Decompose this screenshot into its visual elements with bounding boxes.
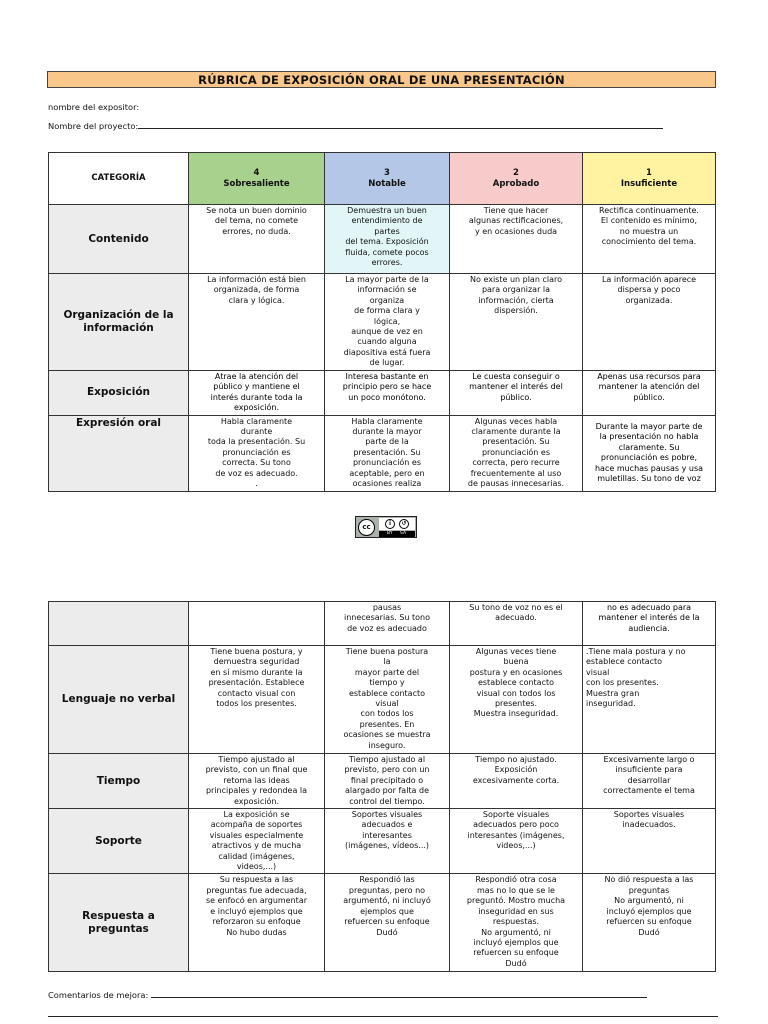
rubric-cell: Se nota un buen dominio del tema, no comete errores, no duda.	[189, 205, 325, 274]
header-aprobado: 2 Aprobado	[450, 153, 583, 205]
rubric-cell: Le cuesta conseguir o mantener el interés del público.	[450, 371, 583, 416]
table-row	[49, 754, 716, 809]
rubric-cell: Habla claramente durante la mayor parte de la presentación. Su pronunciación es aceptable, pero en ocasiones realiza	[325, 415, 450, 491]
rubric-cell: Soporte visuales adecuados pero poco interesantes (imágenes, videos,...)	[450, 809, 583, 874]
rubric-cell: No dió respuesta a las preguntas No argumentó, ni incluyó ejemplos que refuercen su enfoque Dudó	[583, 874, 716, 972]
rubric-cell: La información está bien organizada, de forma clara y lógica.	[189, 274, 325, 371]
rubric-cell: La exposición se acompaña de soportes visuales especialmente atractivos y de mucha calidad (imágenes, videos,...)	[189, 809, 325, 874]
rubric-cell: .Tiene mala postura y no establece contacto visual con los presentes. Muestra gran inseguridad.	[583, 646, 716, 754]
attribution-icon: i	[385, 519, 395, 529]
rubric-cell: La mayor parte de la información se organiza de forma clara y lógica, aunque de vez en cuando alguna diapositiva está fuera de lugar.	[325, 274, 450, 371]
category-cell: Organización de la información	[49, 274, 189, 371]
table-row	[49, 415, 716, 491]
rubric-cell: Apenas usa recursos para mantener la atención del público.	[583, 371, 716, 416]
share-alike-icon: ↺	[399, 519, 409, 529]
table-row	[49, 371, 716, 416]
rubric-cell: Soportes visuales inadecuados.	[583, 809, 716, 874]
rubric-cell: pausas innecesarias. Su tono de voz es adecuado	[325, 602, 450, 646]
category-cell: Soporte	[49, 809, 189, 874]
rubric-cell: Algunas veces tiene buena postura y en ocasiones establece contacto visual con todos los presentes. Muestra inseguridad.	[450, 646, 583, 754]
table-row	[49, 205, 716, 274]
category-cell: Contenido	[49, 205, 189, 274]
rubric-cell: Soportes visuales adecuados e interesantes (imágenes, vídeos...)	[325, 809, 450, 874]
rubric-cell: La información aparece dispersa y poco organizada.	[583, 274, 716, 371]
category-cell: Respuesta a preguntas	[49, 874, 189, 972]
table-row	[49, 602, 716, 646]
comentarios-field	[48, 989, 647, 1000]
rubric-table-1	[48, 152, 716, 492]
proyecto-input-line[interactable]	[138, 120, 663, 129]
rubric-cell: Interesa bastante en principio pero se hace un poco monótono.	[325, 371, 450, 416]
table-row	[49, 809, 716, 874]
cc-logo-icon: cc	[358, 519, 375, 536]
header-row	[49, 153, 716, 205]
rubric-cell	[189, 602, 325, 646]
category-cell: Tiempo	[49, 754, 189, 809]
category-cell: Exposición	[49, 371, 189, 416]
rubric-cell: Su respuesta a las preguntas fue adecuada, se enfocó en argumentar e incluyó ejemplos que reforzaron su enfoque No hubo dudas	[189, 874, 325, 972]
proyecto-label: Nombre del proyecto:	[48, 121, 139, 131]
comentarios-line-2[interactable]	[48, 1016, 718, 1017]
rubric-cell: Rectifica continuamente. El contenido es mínimo, no muestra un conocimiento del tema.	[583, 205, 716, 274]
page-title: RÚBRICA DE EXPOSICIÓN ORAL DE UNA PRESENTACIÓN	[47, 71, 716, 88]
category-cell	[49, 602, 189, 646]
rubric-cell: No existe un plan claro para organizar la información, cierta dispersión.	[450, 274, 583, 371]
rubric-cell: Tiempo no ajustado. Exposición excesivamente corta.	[450, 754, 583, 809]
cc-label-bar	[379, 531, 415, 537]
rubric-cell: Respondió otra cosa mas no lo que se le preguntó. Mostro mucha inseguridad en sus respuestas. No argumentó, ni incluyó ejemplos que refuercen su enfoque Dudó	[450, 874, 583, 972]
rubric-cell: Atrae la atención del público y mantiene el interés durante toda la exposición.	[189, 371, 325, 416]
rubric-cell: Algunas veces habla claramente durante la presentación. Su pronunciación es correcta, pero recurre frecuentemente al uso de pausas innecesarias.	[450, 415, 583, 491]
rubric-cell: Durante la mayor parte de la presentación no habla claramente. Su pronunciación es pobre, hace muchas pausas y usa muletillas. Su tono de voz	[583, 415, 716, 491]
header-notable: 3 Notable	[325, 153, 450, 205]
rubric-cell: Tiene buena postura la mayor parte del tiempo y establece contacto visual con todos los presentes. En ocasiones se muestra inseguro.	[325, 646, 450, 754]
rubric-cell: Su tono de voz no es el adecuado.	[450, 602, 583, 646]
comentarios-input-line[interactable]	[151, 989, 647, 998]
sa-label: SA	[400, 531, 407, 536]
proyecto-field	[48, 120, 663, 131]
table-row	[49, 646, 716, 754]
table-row	[49, 274, 716, 371]
header-insuficiente: 1 Insuficiente	[583, 153, 716, 205]
rubric-cell: Respondió las preguntas, pero no argumentó, ni incluyó ejemplos que refuercen su enfoque Dudó	[325, 874, 450, 972]
cc-icons	[379, 518, 415, 530]
rubric-cell: Tiene que hacer algunas rectificaciones, y en ocasiones duda	[450, 205, 583, 274]
rubric-cell: Excesivamente largo o insuficiente para desarrollar correctamente el tema	[583, 754, 716, 809]
comentarios-label: Comentarios de mejora:	[48, 990, 149, 1000]
by-label: BY	[387, 531, 393, 536]
rubric-cell: Habla claramente durante toda la presentación. Su pronunciación es correcta. Su tono de voz es adecuado. .	[189, 415, 325, 491]
category-cell: Expresión oral	[49, 415, 189, 491]
expositor-label: nombre del expositor:	[48, 102, 140, 112]
cc-license-badge	[355, 516, 417, 538]
rubric-cell: Demuestra un buen entendimiento de partes del tema. Exposición fluida, comete pocos errores.	[325, 205, 450, 274]
rubric-cell: Tiempo ajustado al previsto, con un final que retoma las ideas principales y redondea la exposición.	[189, 754, 325, 809]
rubric-cell: no es adecuado para mantener el interés de la audiencia.	[583, 602, 716, 646]
table-row	[49, 874, 716, 972]
rubric-cell: Tiempo ajustado al previsto, pero con un final precipitado o alargado por falta de control del tiempo.	[325, 754, 450, 809]
rubric-cell: Tiene buena postura, y demuestra seguridad en sí mismo durante la presentación. Establece contacto visual con todos los presentes.	[189, 646, 325, 754]
rubric-table-2	[48, 601, 716, 972]
header-categoria: CATEGORÍA	[49, 153, 189, 205]
expositor-field	[48, 102, 139, 112]
category-cell: Lenguaje no verbal	[49, 646, 189, 754]
header-sobresaliente: 4 Sobresaliente	[189, 153, 325, 205]
